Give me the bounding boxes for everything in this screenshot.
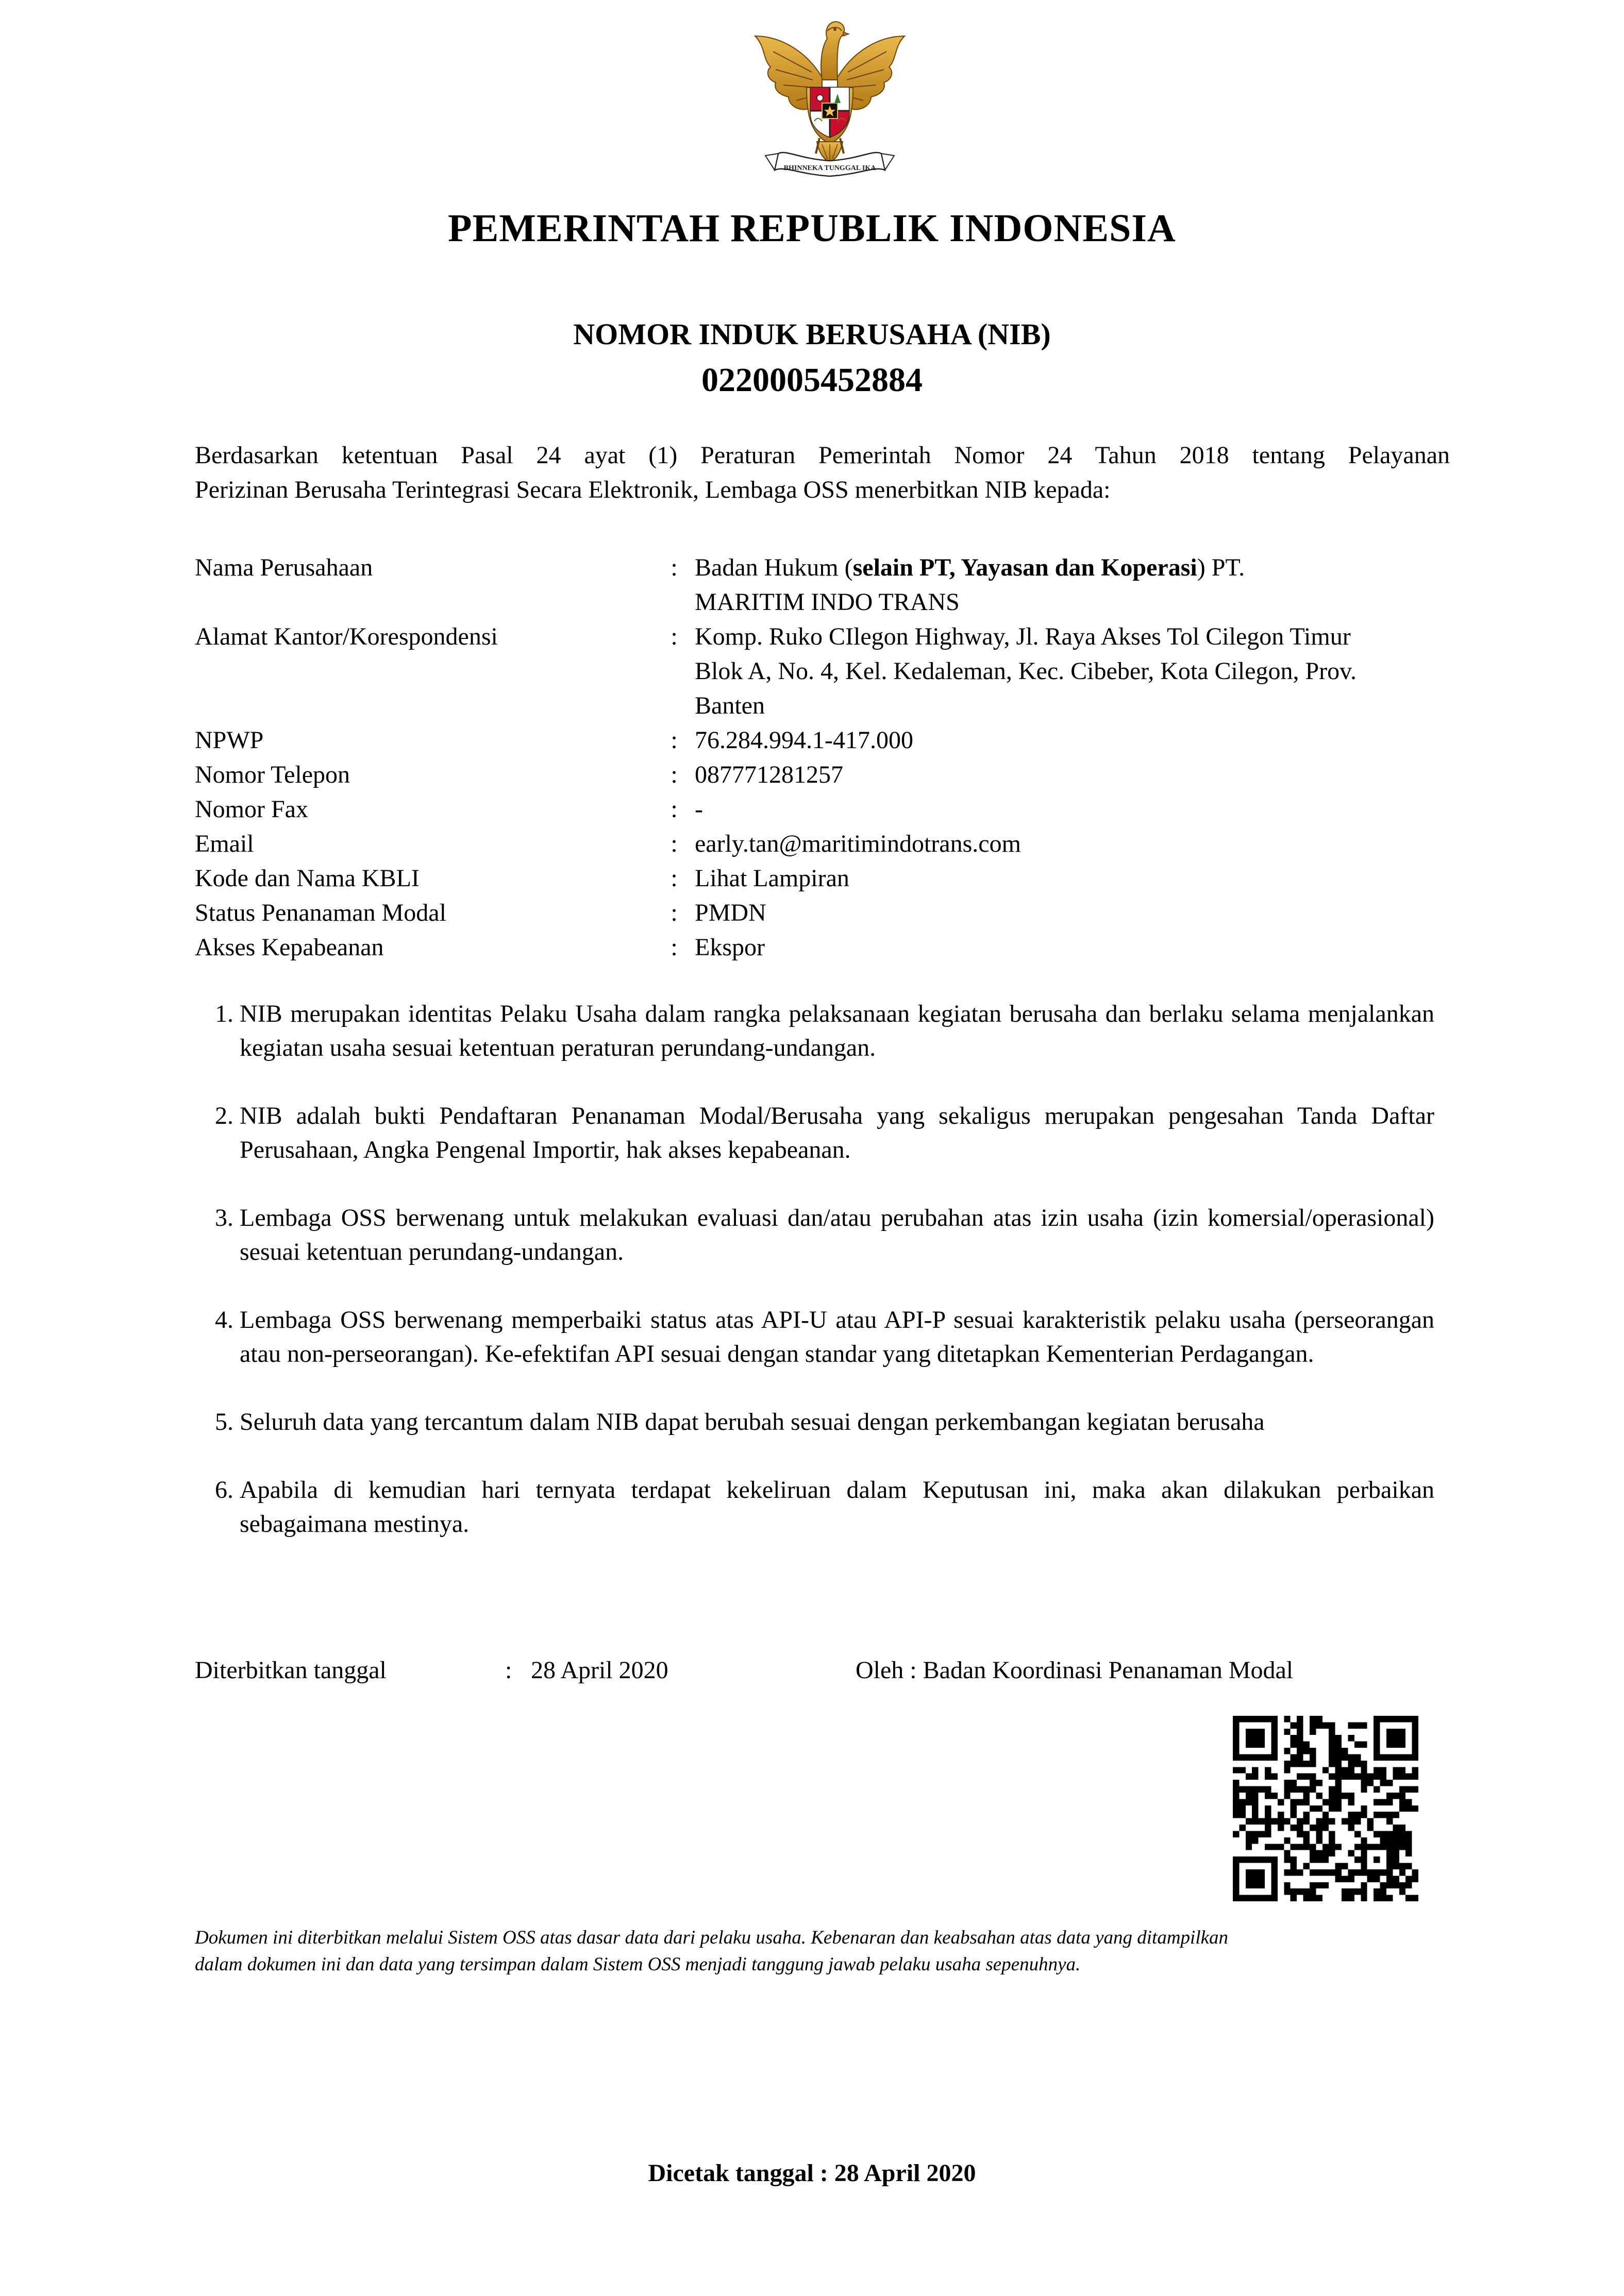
field-colon: : [671, 830, 678, 857]
address-line-3: Banten [695, 692, 765, 719]
note-item [195, 1303, 1434, 1371]
company-type-exclusion: selain PT, Yayasan dan Koperasi [852, 554, 1197, 581]
field-value [695, 619, 1450, 723]
note-number: 3. [215, 1204, 233, 1231]
note-text: NIB merupakan identitas Pelaku Usaha dalam rangka pelaksanaan kegiatan berusaha dan berlaku selama menjalankan kegiatan usaha sesuai ketentuan peraturan perundang-undangan. [240, 1000, 1434, 1061]
note-number: 4. [215, 1306, 233, 1333]
field-colon: : [671, 761, 678, 788]
note-item [195, 997, 1434, 1065]
field-colon: : [671, 554, 678, 581]
field-colon: : [671, 865, 678, 892]
field-value: - [695, 796, 703, 823]
notes-list [195, 997, 1434, 1575]
field-value: Lihat Lampiran [695, 865, 849, 892]
field-label: Alamat Kantor/Korespondensi [195, 623, 498, 650]
svg-text:BHINNEKA TUNGGAL IKA: BHINNEKA TUNGGAL IKA [783, 164, 876, 172]
field-label: Nomor Telepon [195, 761, 350, 788]
note-text: Lembaga OSS berwenang memperbaiki status atas API-U atau API-P sesuai karakteristik pelaku usaha (perseorangan atau non-perseorangan). Ke-efektifan API sesuai dengan standar yang ditetapkan Kementerian Perdagangan. [240, 1306, 1434, 1368]
disclaimer-line-2: dalam dokumen ini dan data yang tersimpan dalam Sistem OSS menjadi tanggung jawab pelaku usaha sepenuhnya. [195, 1954, 1081, 1975]
field-colon: : [671, 727, 678, 754]
field-label: Kode dan Nama KBLI [195, 865, 420, 892]
issued-date: 28 April 2020 [531, 1657, 668, 1684]
field-value [695, 550, 1450, 619]
issuing-authority: Oleh : Badan Koordinasi Penanaman Modal [856, 1657, 1294, 1684]
field-label: Email [195, 830, 254, 857]
field-value: 76.284.994.1-417.000 [695, 727, 913, 754]
note-number: 1. [215, 1000, 233, 1027]
note-number: 2. [215, 1102, 233, 1129]
note-text: NIB adalah bukti Pendaftaran Penanaman Modal/Berusaha yang sekaligus merupakan pengesahan Tanda Daftar Perusahaan, Angka Pengenal Importir, hak akses kepabeanan. [240, 1102, 1434, 1163]
field-label: Akses Kepabeanan [195, 934, 384, 961]
intro-line-1: Berdasarkan ketentuan Pasal 24 ayat (1) Peraturan Pemerintah Nomor 24 Tahun 2018 tentang Pelayanan [195, 442, 1450, 469]
disclaimer [195, 1924, 1447, 1978]
issued-colon: : [505, 1657, 512, 1684]
note-item [195, 1473, 1434, 1541]
field-colon: : [671, 796, 678, 823]
field-colon: : [671, 899, 678, 926]
field-value: 087771281257 [695, 761, 843, 788]
note-text: Lembaga OSS berwenang untuk melakukan evaluasi dan/atau perubahan atas izin usaha (izin komersial/operasional) sesuai ketentuan perundang-undangan. [240, 1204, 1434, 1265]
field-value: PMDN [695, 899, 766, 926]
field-value: Ekspor [695, 934, 765, 961]
field-label: Nama Perusahaan [195, 554, 373, 581]
issued-date-label: Diterbitkan tanggal [195, 1657, 387, 1684]
company-name: MARITIM INDO TRANS [695, 588, 960, 616]
intro-paragraph [195, 438, 1450, 507]
intro-line-2: Perizinan Berusaha Terintegrasi Secara Elektronik, Lembaga OSS menerbitkan NIB kepada: [195, 476, 1111, 503]
field-colon: : [671, 623, 678, 650]
field-label: NPWP [195, 727, 264, 754]
field-investment-status [195, 896, 1450, 930]
address-line-2: Blok A, No. 4, Kel. Kedaleman, Kec. Cibeber, Kota Cilegon, Prov. [695, 657, 1357, 685]
note-text: Apabila di kemudian hari ternyata terdapat kekeliruan dalam Keputusan ini, maka akan dilakukan perbaikan sebagaimana mestinya. [240, 1476, 1434, 1538]
garuda-emblem-icon [750, 15, 910, 185]
field-customs-access [195, 930, 1450, 965]
page-title: PEMERINTAH REPUBLIK INDONESIA [448, 207, 1176, 250]
note-number: 6. [215, 1476, 233, 1504]
note-item [195, 1099, 1434, 1167]
address-line-1: Komp. Ruko CIlegon Highway, Jl. Raya Akses Tol Cilegon Timur [695, 623, 1351, 650]
qr-code-icon [1233, 1716, 1418, 1901]
field-fax [195, 792, 1450, 826]
field-company-name [195, 550, 1450, 619]
company-details [195, 550, 1450, 965]
nib-label: NOMOR INDUK BERUSAHA (NIB) [573, 317, 1051, 351]
field-email [195, 826, 1450, 861]
field-phone [195, 757, 1450, 792]
printed-date: Dicetak tanggal : 28 April 2020 [648, 2159, 976, 2187]
field-label: Nomor Fax [195, 796, 308, 823]
field-address [195, 619, 1450, 723]
field-npwp [195, 723, 1450, 757]
company-type-suffix: ) PT. [1197, 554, 1245, 581]
note-item [195, 1405, 1434, 1439]
note-item [195, 1201, 1434, 1269]
company-type-prefix: Badan Hukum ( [695, 554, 853, 581]
field-value: early.tan@maritimindotrans.com [695, 830, 1021, 857]
disclaimer-line-1: Dokumen ini diterbitkan melalui Sistem OSS atas dasar data dari pelaku usaha. Kebenaran dan keabsahan atas data yang ditampilkan [195, 1927, 1229, 1948]
field-colon: : [671, 934, 678, 961]
note-text: Seluruh data yang tercantum dalam NIB dapat berubah sesuai dengan perkembangan kegiatan berusaha [240, 1408, 1265, 1436]
field-kbli [195, 861, 1450, 896]
field-label: Status Penanaman Modal [195, 899, 446, 926]
nib-number: 0220005452884 [701, 361, 923, 399]
note-number: 5. [215, 1408, 233, 1436]
